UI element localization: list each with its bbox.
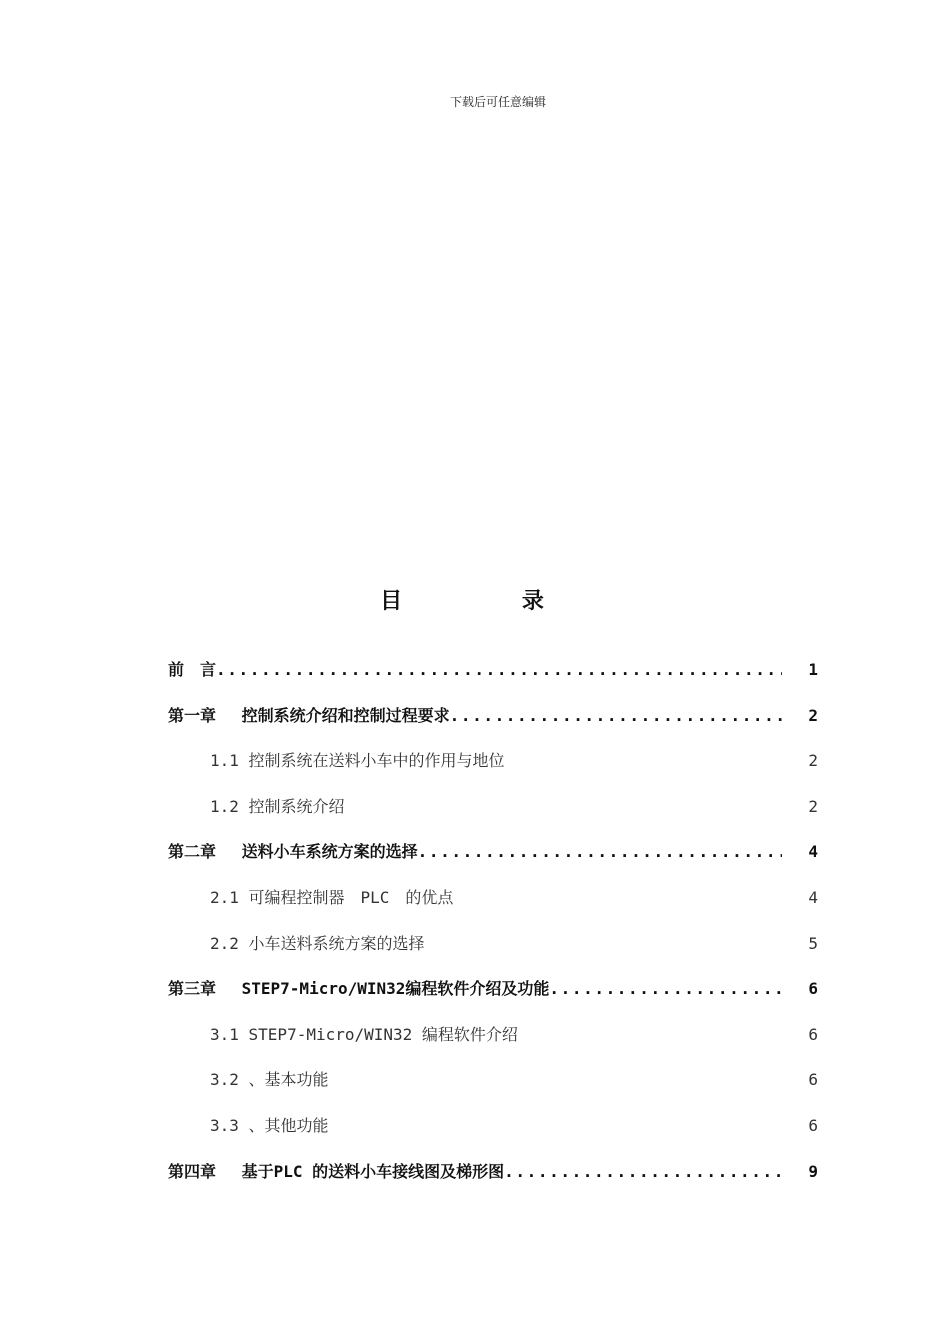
toc-entry[interactable] [168,839,818,885]
toc-leader-dots [549,979,782,998]
toc-entry-label: 第二章 送料小车系统方案的选择 [168,842,418,862]
toc-entry-label: 2.2 小车送料系统方案的选择 [210,933,425,953]
toc-leader-dots [504,1162,782,1181]
toc-entry-page: 2 [808,705,818,725]
toc-entry-page: 4 [808,842,818,862]
toc-entry[interactable] [168,657,818,703]
toc-entry-label: 前 言 [168,660,217,679]
toc-entry-page: 4 [808,887,818,907]
toc-entry[interactable] [168,748,818,794]
toc-entry-label: 1.1 控制系统在送料小车中的作用与地位 [210,751,505,771]
toc-entry[interactable] [168,703,818,749]
toc-entry-label: 3.1 STEP7-Micro/WIN32 编程软件介绍 [210,1024,518,1044]
toc-entry-label: 1.2 控制系统介绍 [210,796,345,816]
toc-entry[interactable] [168,931,818,977]
toc-entry[interactable] [168,1113,818,1159]
toc-leader-dots [418,842,782,861]
toc-leader-dots [450,706,782,725]
toc-entry-page: 6 [808,1024,818,1044]
toc-entry[interactable] [168,1159,818,1205]
page-header: 下载后可任意编辑 [449,95,546,109]
toc-entry-page: 1 [808,660,818,679]
toc-entry-page: 9 [808,1161,818,1181]
toc-entry-page: 6 [808,1070,818,1090]
toc-entry-label: 第四章 基于PLC 的送料小车接线图及梯形图 [168,1161,505,1181]
toc-title: 目 录 [380,589,600,614]
toc-entry[interactable] [168,794,818,840]
toc-entry-page: 6 [808,979,818,999]
toc-entry-page: 2 [808,751,818,771]
toc-entry[interactable] [168,885,818,931]
toc-entry-label: 3.2 、基本功能 [210,1070,329,1090]
table-of-contents [168,657,818,1204]
toc-entry[interactable] [168,1022,818,1068]
toc-entry[interactable] [168,976,818,1022]
toc-entry-page: 5 [808,933,818,953]
toc-leader-dots [216,660,782,679]
toc-entry-label: 第三章 STEP7-Micro/WIN32编程软件介绍及功能 [168,979,550,999]
toc-entry-page: 2 [808,796,818,816]
toc-entry-label: 3.3 、其他功能 [210,1115,329,1135]
toc-entry-page: 6 [808,1115,818,1135]
toc-entry-label: 第一章 控制系统介绍和控制过程要求 [168,705,450,725]
toc-entry[interactable] [168,1067,818,1113]
toc-entry-label: 2.1 可编程控制器 PLC 的优点 [210,887,454,907]
